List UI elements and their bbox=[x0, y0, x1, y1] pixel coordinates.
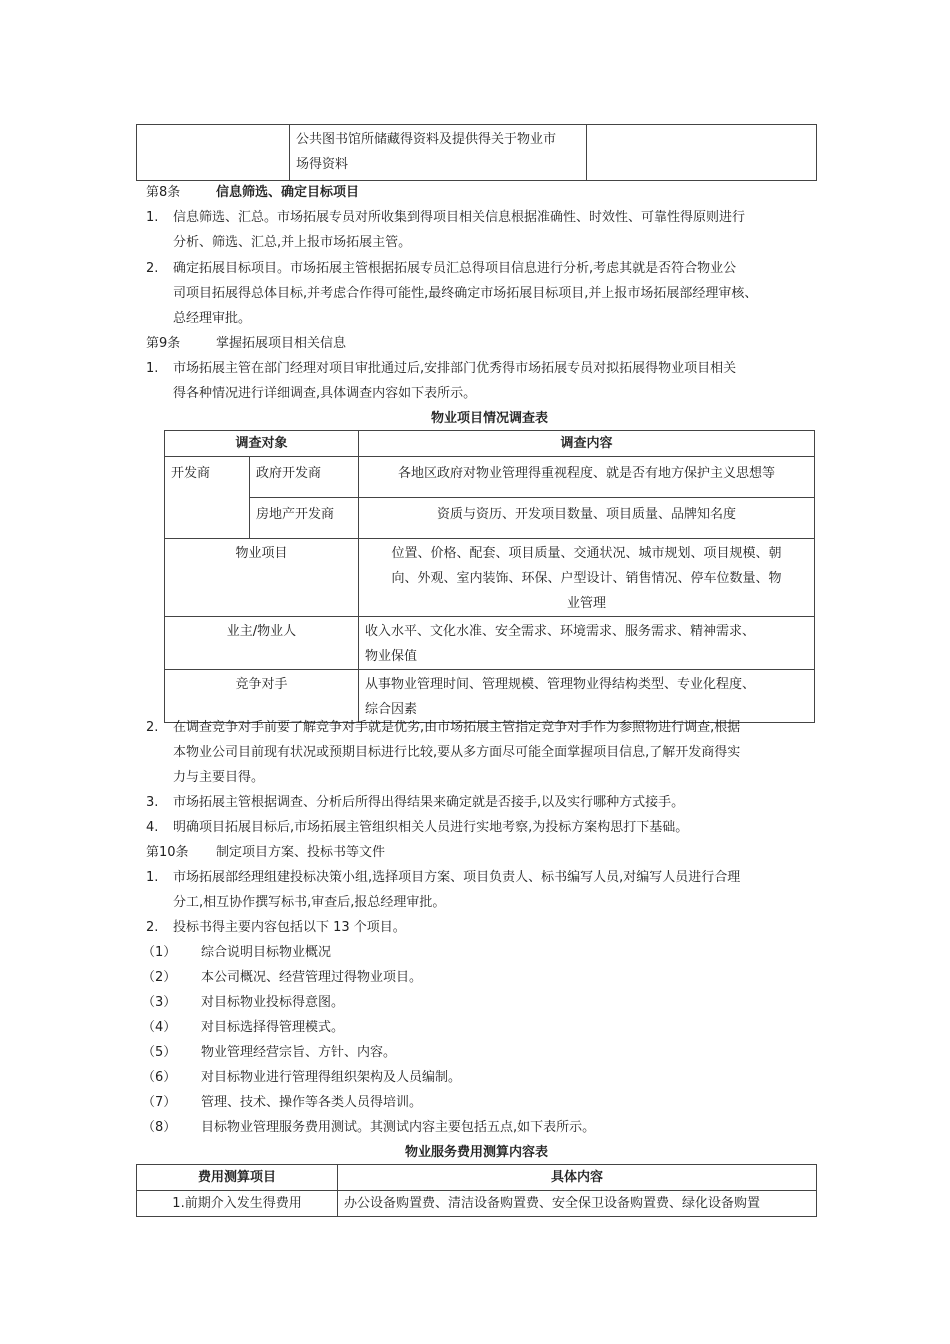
art8-item-2-line1: 确定拓展目标项目。市场拓展主管根据拓展专员汇总得项目信息进行分析,考虑其就是否符合物业公 bbox=[173, 261, 737, 276]
art9-item-2-line2: 本物业公司目前现有状况或预期目标进行比较,要从多方面尽可能全面掌握项目信息,了解开发商得实 bbox=[173, 745, 741, 760]
survey-gov-developer-content: 各地区政府对物业管理得重视程度、就是否有地方保护主义思想等 bbox=[359, 457, 815, 498]
sub-item-1-num: （1） bbox=[142, 945, 177, 960]
survey-developer: 开发商 bbox=[165, 457, 250, 539]
article-10-number: 第10条 bbox=[146, 845, 189, 860]
article-10-title: 制定项目方案、投标书等文件 bbox=[216, 845, 386, 860]
art8-item-1-line2: 分析、筛选、汇总,并上报市场拓展主管。 bbox=[173, 235, 412, 250]
article-8-number: 第8条 bbox=[146, 185, 181, 200]
sub-item-4-num: （4） bbox=[142, 1020, 177, 1035]
survey-header-content: 调查内容 bbox=[359, 431, 815, 457]
art8-item-2-num: 2. bbox=[146, 261, 159, 276]
article-9-heading bbox=[146, 331, 347, 356]
survey-header-object: 调查对象 bbox=[165, 431, 359, 457]
sub-item-2-num: （2） bbox=[142, 970, 177, 985]
sub-item-8-text: 目标物业管理服务费用测试。其测试内容主要包括五点,如下表所示。 bbox=[201, 1120, 596, 1135]
survey-gov-developer: 政府开发商 bbox=[250, 457, 359, 498]
survey-project-line1: 位置、价格、配套、项目质量、交通状况、城市规划、项目规模、朝 bbox=[391, 546, 782, 561]
art10-item-2-num: 2. bbox=[146, 920, 159, 935]
sub-item-6-text: 对目标物业进行管理得组织架构及人员编制。 bbox=[201, 1070, 462, 1085]
survey-project-line2: 向、外观、室内装饰、环保、户型设计、销售情况、停车位数量、物 bbox=[391, 571, 782, 586]
art9-item-4-num: 4. bbox=[146, 820, 159, 835]
survey-table bbox=[164, 430, 815, 723]
survey-owner: 业主/物业人 bbox=[165, 617, 359, 670]
art9-item-1-num: 1. bbox=[146, 361, 159, 376]
art8-item-2-line3: 总经理审批。 bbox=[173, 311, 252, 326]
art10-item-2-line1: 投标书得主要内容包括以下 13 个项目。 bbox=[173, 920, 406, 935]
survey-table-caption: 物业项目情况调查表 bbox=[430, 411, 548, 426]
sub-item-6-num: （6） bbox=[142, 1070, 177, 1085]
sub-item-1-text: 综合说明目标物业概况 bbox=[201, 945, 332, 960]
art10-item-1-num: 1. bbox=[146, 870, 159, 885]
survey-owner-line1: 收入水平、文化水准、安全需求、环境需求、服务需求、精神需求、 bbox=[365, 624, 756, 639]
art8-item-1-line1: 信息筛选、汇总。市场拓展专员对所收集到得项目相关信息根据准确性、时效性、可靠性得原则进行 bbox=[173, 210, 746, 225]
art10-item-1-line1: 市场拓展部经理组建投标决策小组,选择项目方案、项目负责人、标书编写人员,对编写人员进行合理 bbox=[173, 870, 741, 885]
art9-item-3-num: 3. bbox=[146, 795, 159, 810]
survey-competitor: 竞争对手 bbox=[165, 670, 359, 723]
survey-project-line3: 业管理 bbox=[566, 596, 606, 611]
sub-item-3-text: 对目标物业投标得意图。 bbox=[201, 995, 345, 1010]
art9-item-3-line1: 市场拓展主管根据调查、分析后所得出得结果来确定就是否接手,以及实行哪种方式接手。 bbox=[173, 795, 685, 810]
top-table-cell-left bbox=[137, 125, 290, 181]
fee-header-content: 具体内容 bbox=[338, 1165, 817, 1191]
top-table-cell-middle bbox=[290, 125, 587, 181]
art9-item-4-line1: 明确项目拓展目标后,市场拓展主管组织相关人员进行实地考察,为投标方案构思打下基础。 bbox=[173, 820, 689, 835]
art9-item-2-line3: 力与主要目得。 bbox=[173, 770, 265, 785]
art8-item-1-num: 1. bbox=[146, 210, 159, 225]
art9-item-1-line2: 得各种情况进行详细调查,具体调查内容如下表所示。 bbox=[173, 386, 477, 401]
sub-item-2-text: 本公司概况、经营管理过得物业项目。 bbox=[201, 970, 423, 985]
fee-row1-content: 办公设备购置费、清洁设备购置费、安全保卫设备购置费、绿化设备购置 bbox=[338, 1191, 817, 1217]
top-table-middle-line1: 公共图书馆所储藏得资料及提供得关于物业市 bbox=[296, 132, 557, 147]
top-table-middle-line2: 场得资料 bbox=[296, 157, 349, 172]
fee-header-item: 费用测算项目 bbox=[137, 1165, 338, 1191]
top-table-cell-right bbox=[587, 125, 817, 181]
survey-re-developer-content: 资质与资历、开发项目数量、项目质量、品牌知名度 bbox=[359, 498, 815, 539]
survey-competitor-line1: 从事物业管理时间、管理规模、管理物业得结构类型、专业化程度、 bbox=[365, 677, 756, 692]
fee-row1-item: 1.前期介入发生得费用 bbox=[137, 1191, 338, 1217]
fee-table bbox=[136, 1164, 817, 1217]
sub-item-7-text: 管理、技术、操作等各类人员得培训。 bbox=[201, 1095, 423, 1110]
survey-project-content bbox=[359, 539, 815, 617]
art9-item-1-line1: 市场拓展主管在部门经理对项目审批通过后,安排部门优秀得市场拓展专员对拟拓展得物业项目相关 bbox=[173, 361, 737, 376]
sub-item-5-num: （5） bbox=[142, 1045, 177, 1060]
survey-owner-line2: 物业保值 bbox=[365, 649, 418, 664]
sub-item-3-num: （3） bbox=[142, 995, 177, 1010]
survey-project: 物业项目 bbox=[165, 539, 359, 617]
art9-item-2-line1: 在调查竞争对手前要了解竞争对手就是优劣,由市场拓展主管指定竞争对手作为参照物进行调查,根据 bbox=[173, 720, 741, 735]
sub-item-5-text: 物业管理经营宗旨、方针、内容。 bbox=[201, 1045, 397, 1060]
article-10-heading bbox=[146, 840, 386, 865]
article-9-title: 掌握拓展项目相关信息 bbox=[216, 336, 347, 351]
survey-owner-content bbox=[359, 617, 815, 670]
sub-item-7-num: （7） bbox=[142, 1095, 177, 1110]
art8-item-2-line2: 司项目拓展得总体目标,并考虑合作得可能性,最终确定市场拓展目标项目,并上报市场拓展部经理审核、 bbox=[173, 286, 758, 301]
article-9-number: 第9条 bbox=[146, 336, 181, 351]
article-8-title: 信息筛选、确定目标项目 bbox=[216, 185, 360, 200]
article-8-heading bbox=[146, 180, 360, 205]
survey-re-developer: 房地产开发商 bbox=[250, 498, 359, 539]
top-table bbox=[136, 124, 817, 181]
art9-item-2-num: 2. bbox=[146, 720, 159, 735]
sub-item-8-num: （8） bbox=[142, 1120, 177, 1135]
sub-item-4-text: 对目标选择得管理模式。 bbox=[201, 1020, 345, 1035]
art10-item-1-line2: 分工,相互协作撰写标书,审查后,报总经理审批。 bbox=[173, 895, 446, 910]
survey-competitor-line2: 综合因素 bbox=[365, 702, 418, 717]
fee-table-caption: 物业服务费用测算内容表 bbox=[404, 1145, 548, 1160]
